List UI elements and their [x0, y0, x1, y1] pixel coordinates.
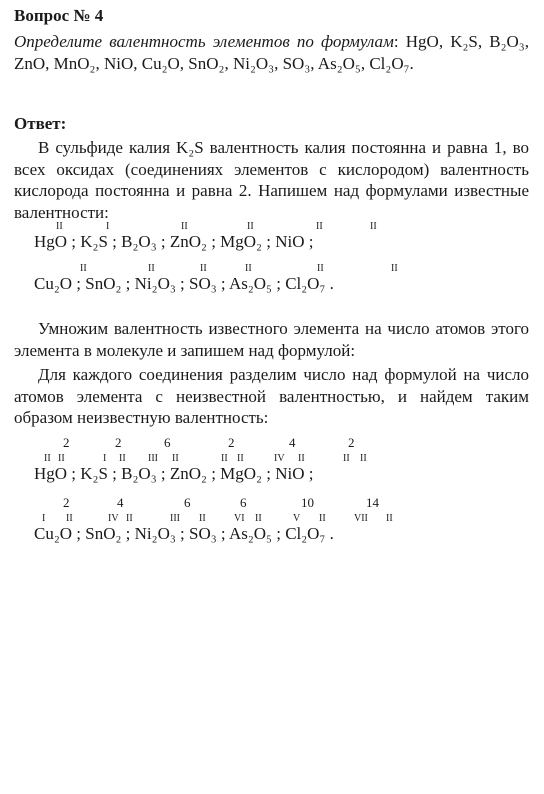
valence-mark: I — [103, 453, 107, 464]
product-number: 2 — [63, 495, 70, 510]
valence-mark: VI — [234, 513, 245, 524]
valence-mark: II — [126, 513, 133, 524]
valence-mark: IV — [274, 453, 285, 464]
question-formulas: : HgO, K₂S, B₂O₃, ZnO, MnO₂, NiO, Cu₂O, SnO₂, Ni₂O₃, SO₃, As₂O₅, Cl₂O₇. — [14, 32, 529, 73]
question-lead: Определите валентность элементов по формулам — [14, 32, 394, 51]
product-number: 6 — [184, 495, 191, 510]
product-number: 14 — [366, 495, 379, 510]
valence-mark: I — [42, 513, 46, 524]
product-number: 2 — [115, 435, 122, 450]
product-number: 4 — [289, 435, 296, 450]
valence-mark: II — [66, 513, 73, 524]
valence-mark: II — [221, 453, 228, 464]
valence-mark: III — [170, 513, 180, 524]
valence-mark: II — [58, 453, 65, 464]
question-text — [14, 31, 529, 74]
valence-mark: VII — [354, 513, 368, 524]
product-row-3 — [0, 436, 544, 450]
answer-paragraph-1: В сульфиде калия K₂S валентность калия постоянна и равна 1, во всех оксидах (соединениях элементов с кислородом) валентность кислорода постоянна и равна 2. Напишем над формулами известные валентности: — [14, 138, 529, 222]
valence-mark: III — [148, 453, 158, 464]
product-number: 2 — [228, 435, 235, 450]
formula-line: HgO ; K₂S ; B₂O₃ ; ZnO₂ ; MgO₂ ; NiO ; — [34, 464, 314, 483]
formula-line: Cu₂O ; SnO₂ ; Ni₂O₃ ; SO₃ ; As₂O₅ ; Cl₂O₇ . — [34, 274, 334, 293]
answer-paragraph-2: Умножим валентность известного элемента на число атомов этого элемента в молекуле и запишем над формулой: — [14, 319, 529, 360]
product-number: 10 — [301, 495, 314, 510]
answer-label: Ответ: — [14, 114, 67, 133]
valence-mark: II — [319, 513, 326, 524]
valence-mark: II — [199, 513, 206, 524]
valence-mark: II — [181, 221, 188, 232]
valence-mark: I — [106, 221, 110, 232]
valence-mark: II — [317, 263, 324, 274]
valence-mark: II — [370, 221, 377, 232]
product-number: 4 — [117, 495, 124, 510]
valence-mark: II — [200, 263, 207, 274]
valence-mark: II — [237, 453, 244, 464]
valence-mark: II — [245, 263, 252, 274]
formula-line: HgO ; K₂S ; B₂O₃ ; ZnO₂ ; MgO₂ ; NiO ; — [34, 232, 314, 251]
formula-row-4 — [34, 514, 504, 544]
formula-row-3 — [34, 454, 504, 484]
valence-mark: II — [360, 453, 367, 464]
valence-mark: II — [255, 513, 262, 524]
valence-mark: II — [44, 453, 51, 464]
valence-mark: II — [172, 453, 179, 464]
valence-mark: II — [391, 263, 398, 274]
product-number: 6 — [164, 435, 171, 450]
valence-mark: II — [56, 221, 63, 232]
valence-mark: II — [298, 453, 305, 464]
question-heading: Вопрос № 4 — [14, 6, 104, 25]
valence-mark: II — [119, 453, 126, 464]
formula-row-1 — [34, 222, 504, 252]
answer-paragraph-3: Для каждого соединения разделим число над формулой на число атомов элемента с неизвестной валентностью, и найдем таким образом неизвестную валентность: — [14, 365, 529, 427]
valence-mark: II — [386, 513, 393, 524]
valence-mark: II — [316, 221, 323, 232]
valence-mark: II — [343, 453, 350, 464]
valence-mark: V — [293, 513, 301, 524]
product-number: 2 — [348, 435, 355, 450]
formula-row-2 — [34, 264, 504, 294]
valence-mark: II — [148, 263, 155, 274]
valence-mark: II — [80, 263, 87, 274]
product-row-4 — [0, 496, 544, 510]
product-number: 6 — [240, 495, 247, 510]
product-number: 2 — [63, 435, 70, 450]
formula-line: Cu₂O ; SnO₂ ; Ni₂O₃ ; SO₃ ; As₂O₅ ; Cl₂O₇ . — [34, 524, 334, 543]
valence-mark: IV — [108, 513, 119, 524]
valence-mark: II — [247, 221, 254, 232]
